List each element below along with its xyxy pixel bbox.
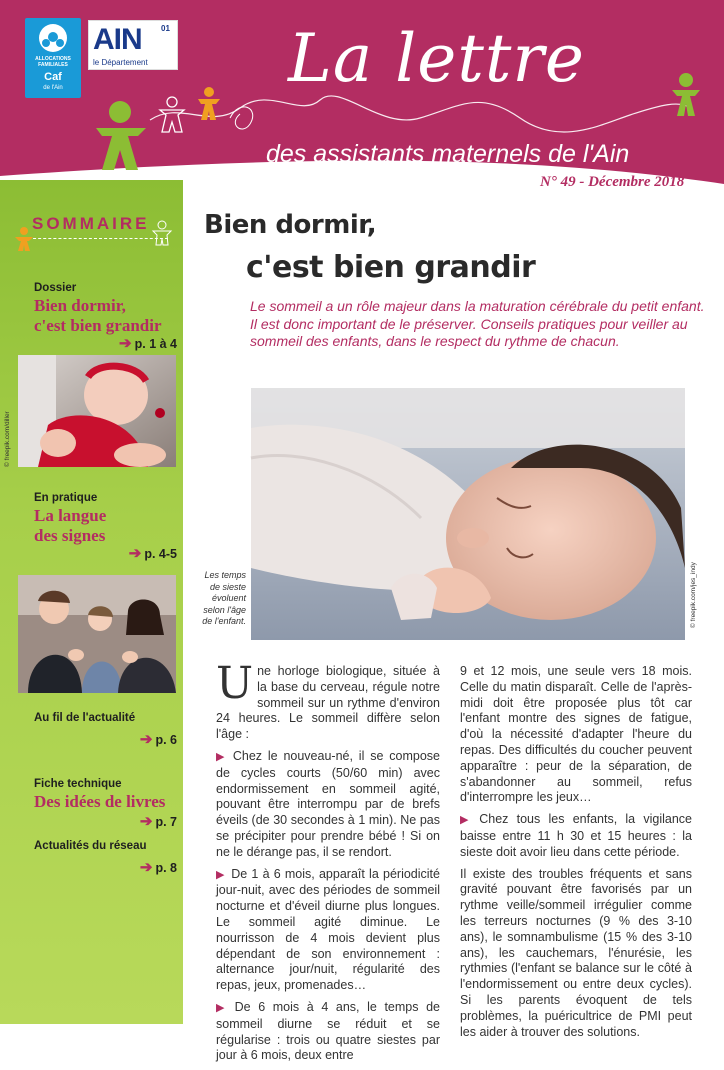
sommaire-label-dossier: Dossier xyxy=(34,282,77,294)
sommaire-label-fiche: Fiche technique xyxy=(34,778,122,790)
article-column-1 xyxy=(216,658,441,1070)
sommaire-label-reseau[interactable]: Actualités du réseau xyxy=(34,840,147,852)
triangle-bullet-icon: ▶ xyxy=(460,814,474,827)
sommaire-sidebar xyxy=(0,180,183,1024)
newsletter-title: La lettre xyxy=(288,20,585,97)
sommaire-page-fiche[interactable]: ➔ p. 7 xyxy=(139,813,177,830)
sommaire-title: SOMMAIRE xyxy=(32,214,150,233)
body-paragraph: Il existe des troubles fréquents et sans gravité pouvant être favorisés par un rythme veille/sommeil irrégulier comme les terreurs nocturnes (9 % des 3-10 ans), le somnambulisme (15 % des 3-10 ans), les cauchemars, l'énurésie, les rythmies (l'enfant se balance sur le côté à l'endormissement ou entre deux cycles). Si les parents évoquent de tels problèmes, la puéricultrice de PMI peut les aider à trouver des solutions. xyxy=(460,866,692,1039)
caf-logo: ALLOCATIONS FAMILIALES Caf de l'Ain xyxy=(25,18,81,98)
triangle-bullet-icon: ▶ xyxy=(216,750,227,763)
sommaire-page-pratique[interactable]: ➔ p. 4-5 xyxy=(128,545,177,562)
bullet-paragraph: ▶ De 1 à 6 mois, apparaît la périodicité jour-nuit, avec des périodes de sommeil nocturne et d'éveil diurne plus longues. Le sommeil agité diminue. Le nourrisson de 4 mois devient plus dépendant de son environnement : alternance jour/nuit, régularité des repas, jeux, promenades… xyxy=(216,866,440,993)
issue-number: N° 49 - Décembre 2018 xyxy=(540,174,685,190)
bullet-paragraph: ▶ Chez le nouveau-né, il se compose de cycles courts (50/60 min) avec endormissement en sommeil agité, pouvant être interrompu par de brefs éveils (de 30 secondes à 1 min). Ne pas se précipiter pour prendre bébé ! Si on ne le dérange pas, il se rendort. xyxy=(216,748,440,859)
sommaire-label-pratique: En pratique xyxy=(34,492,98,504)
photo1-credit: © freepik.com/diller xyxy=(4,411,11,467)
caf-family-icon xyxy=(39,24,67,52)
sommaire-title-fiche[interactable]: Des idées de livres xyxy=(34,792,166,811)
article-lead: Le sommeil a un rôle majeur dans la maturation cérébrale du petit enfant. Il est donc important de le préserver. Conseils pratiques pour veiller au sommeil des enfants, dans le respect du rythme de chacun. xyxy=(250,298,705,349)
article-title-line2: c'est bien grandir xyxy=(246,250,536,285)
sommaire-page-dossier[interactable]: ➔ p. 1 à 4 xyxy=(119,335,177,352)
triangle-bullet-icon: ▶ xyxy=(216,868,226,881)
article-title-line1: Bien dormir, xyxy=(204,210,377,240)
bullet-paragraph: ▶ De 6 mois à 4 ans, le temps de sommeil diurne se réduit et se régularise : trois ou quatre siestes par jour à 6 mois, deux entre xyxy=(216,999,441,1063)
newsletter-subtitle: des assistants maternels de l'Ain xyxy=(266,140,630,168)
sleeping-baby-photo xyxy=(251,388,685,640)
drop-cap: U xyxy=(216,658,254,709)
sommaire-label-actualite[interactable]: Au fil de l'actualité xyxy=(34,712,136,724)
sommaire-title-pratique[interactable]: La langue des signes xyxy=(34,506,107,545)
triangle-bullet-icon: ▶ xyxy=(216,1001,229,1014)
sommaire-page-actualite[interactable]: ➔ p. 6 xyxy=(139,731,177,748)
bullet-paragraph: ▶ Chez tous les enfants, la vigilance baisse entre 11 h 30 et 15 heures : la sieste doit avoir lieu dans cette période. xyxy=(460,812,692,859)
photo-caption: Les temps de sieste évoluent selon l'âge de l'enfant. xyxy=(202,570,246,626)
body-paragraph: 9 et 12 mois, une seule vers 18 mois. Celle du matin disparaît. Celle de l'après-midi doit être proposée plus tôt car l'enfant montre des signes de fatigue, d'où la nécessité d'adapter l'heure du repas. Des difficultés du coucher peuvent apparaître : peur de la séparation, de s'abandonner au sommeil, refus d'interrompre les jeux… xyxy=(460,664,692,805)
family-signs-photo xyxy=(18,575,176,693)
intro-paragraph: Une horloge biologique, située à la base du cerveau, régule notre sommeil sur un rythme d'environ 24 heures. Le sommeil diffère selon l'âge : xyxy=(216,658,440,742)
orange-figure-small-icon xyxy=(14,226,34,252)
article-column-2 xyxy=(460,664,692,1046)
sommaire-divider xyxy=(28,238,168,239)
white-figure-small-icon xyxy=(152,220,172,246)
sommaire-page-reseau[interactable]: ➔ p. 8 xyxy=(139,859,177,876)
baby-red-photo xyxy=(18,355,176,467)
sommaire-title-dossier[interactable]: Bien dormir, c'est bien grandir xyxy=(34,296,162,335)
main-photo-credit: © freepik.com/jes_indy xyxy=(690,562,697,628)
ain-logo: AIN 01 le Département xyxy=(88,20,178,70)
